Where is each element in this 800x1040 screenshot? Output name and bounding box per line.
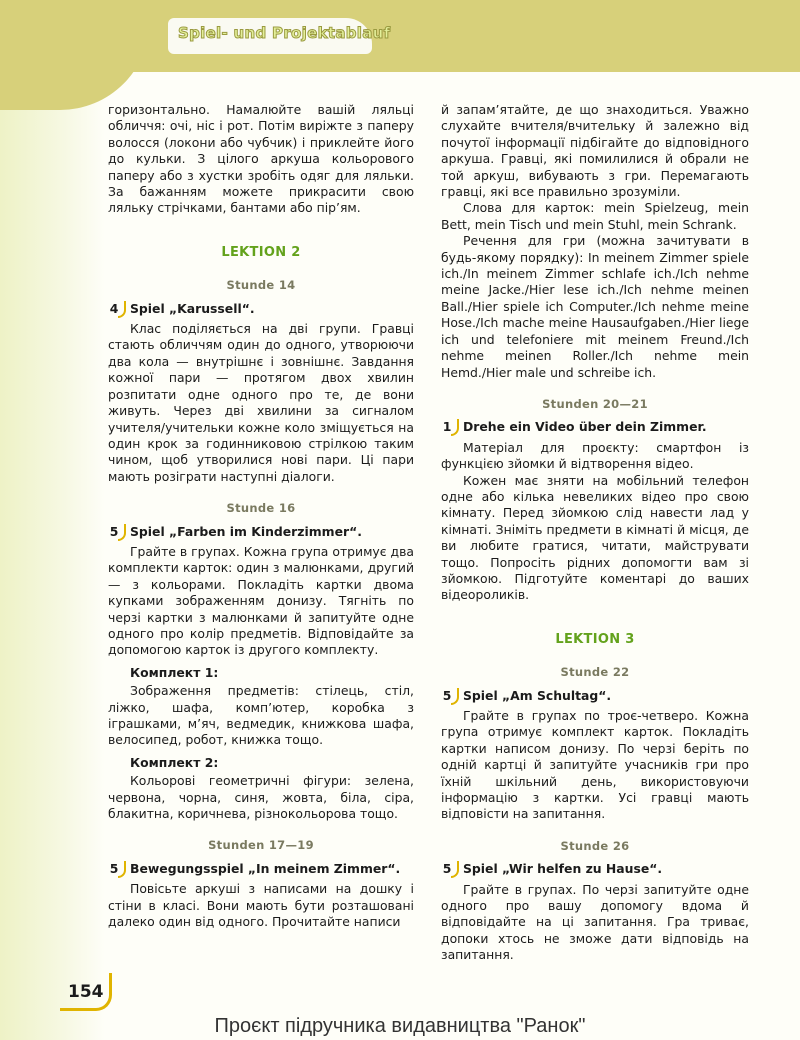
- paragraph: Слова для карток: mein Spielzeug, mein Bett, mein Tisch und mein Stuhl, mein Schrank.: [441, 200, 749, 232]
- lesson-subheading: Stunde 16: [226, 501, 296, 516]
- task-number: 1: [437, 419, 457, 435]
- task-heading: [104, 524, 414, 540]
- task-number: 5: [437, 688, 457, 704]
- task-title: Bewegungsspiel „In meinem Zimmer“.: [130, 860, 401, 876]
- page-number: 154: [60, 973, 112, 1011]
- left-column: [108, 102, 414, 930]
- paragraph: Кожен має зняти на мобільний телефон одне або кілька невеликих відео про свою кімнату. Перед зйомкою слід навести лад у кімнаті. Зніміть предмети в кімнаті й місця, де ви любите гратися, читати, майструвати тощо. Попросіть рідних допомогти вам зі зйомкою. Підготуйте коментарі до ваших відеороликів.: [441, 472, 749, 603]
- side-band: [0, 0, 105, 1040]
- set-title: Комплект 1:: [130, 664, 219, 680]
- task-heading: [437, 688, 749, 704]
- paragraph: Зображення предметів: стілець, стіл, ліжко, шафа, комп’ютер, коробка з іграшками, м’яч, ведмедик, книжкова шафа, велосипед, робот, книжка тощо.: [108, 683, 414, 748]
- task-heading: [437, 861, 749, 877]
- paragraph: Грайте в групах. Кожна група отримує два комплекти карток: один з малюнками, другий — з кольорами. Покладіть картки двома купками зображенням донизу. Тягніть по черзі картки з малюнками й запитуйте одне одного про колір предметів. Відповідайте за допомогою карток із другого комплекту.: [108, 543, 414, 658]
- task-number: 5: [437, 861, 457, 877]
- paragraph: Грайте в групах по троє-четверо. Кожна група отримує комплект карток. Покладіть картки написом донизу. По черзі беріть по одній картці й запитуйте учасників гри про їхній шкільний день, використовуючи інформацію з картки. Усі гравці мають відповісти на запитання.: [441, 708, 749, 822]
- right-column: [441, 102, 749, 964]
- lesson-subheading: Stunden 20—21: [542, 396, 648, 411]
- lesson-subheading: Stunden 17—19: [208, 838, 314, 853]
- task-heading: [437, 419, 749, 435]
- paragraph: Матеріал для проєкту: смартфон із функцією зйомки й відтворення відео.: [441, 439, 749, 472]
- task-title: Spiel „Am Schultag“.: [463, 687, 612, 703]
- lesson-subheading: Stunde 22: [560, 665, 630, 680]
- paragraph: Клас поділяється на дві групи. Гравці стають обличчям один до одного, утворюючи два кола — внутрішнє і зовнішнє. Завдання кожної пари — протягом двох хвилин розпитати одне одного про те, де вони живуть. Через дві хвилини за сигналом учителя/учительки кожне коло зміщується на один крок за годинниковою стрілкою таким чином, щоб утворилися нові пари. Ці пари мають розіграти наступні діалоги.: [108, 321, 414, 484]
- header-curve: [0, 0, 150, 110]
- lesson-heading: LEKTION 2: [221, 244, 301, 260]
- footer-note: Проєкт підручника видавництва "Ранок": [214, 1015, 586, 1037]
- lesson-subheading: Stunde 14: [226, 278, 296, 293]
- lesson-subheading: Stunde 26: [560, 838, 630, 853]
- task-title: Drehe ein Video über dein Zimmer.: [463, 419, 707, 435]
- paragraph: Грайте в групах. По черзі запитуйте одне одного про вашу допомогу вдома й відповідайте на ці запитання. Гра триває, допоки хтось не зможе дати відповідь на запитання.: [441, 881, 749, 963]
- set-title: Комплект 2:: [130, 754, 219, 770]
- paragraph: Повісьте аркуші з написами на дошку і стіни в класі. Вони мають бути розташовані далеко один від одного. Прочитайте написи: [108, 881, 414, 930]
- lesson-heading: LEKTION 3: [555, 631, 635, 647]
- task-number: 5: [104, 524, 124, 540]
- task-number: 5: [104, 861, 124, 877]
- task-heading: [104, 861, 414, 877]
- paragraph: Кольорові геометричні фігури: зелена, червона, чорна, синя, жовта, біла, сіра, блакитна, коричнева, різнокольорова тощо.: [108, 773, 414, 822]
- paragraph: й запам’ятайте, де що знаходиться. Уважно слухайте вчителя/вчительку й залежно від почутої інформації підбігайте до відповідного аркуша. Гравці, які помилилися й обрали не той аркуш, вибувають з гри. Перемагають гравці, які все правильно зрозуміли.: [441, 102, 749, 200]
- task-number: 4: [104, 301, 124, 317]
- section-title: Spiel- und Projektablauf: [178, 24, 391, 42]
- task-title: Spiel „Karussell“.: [130, 300, 255, 316]
- task-title: Spiel „Farben im Kinderzimmer“.: [130, 523, 362, 539]
- task-heading: [104, 301, 414, 317]
- paragraph: горизонтально. Намалюйте вашій ляльці обличчя: очі, ніс і рот. Потім виріжте з паперу волосся (локони або чубчик) і приклейте його до кульки. З цілого аркуша кольорового паперу або з хустки зробіть одяг для ляльки. За бажанням можете прикрасити свою ляльку стрічками, бантами або пір’ям.: [108, 102, 414, 216]
- task-title: Spiel „Wir helfen zu Hause“.: [463, 861, 663, 877]
- paragraph: Речення для гри (можна зачитувати в будь-якому порядку): In meinem Zimmer spiele ich./In meinem Zimmer schlafe ich./Ich nehme meine Jacke./Hier lese ich./Ich nehme meinen Ball./Hier spiele ich Computer./Ich nehme meine Hose./Ich mache meine Hausaufgaben./Hier liege ich und telefoniere mit meinem Freund./Ich nehme meinen Roller./Ich nehme mein Hemd./Hier male und schreibe ich.: [441, 233, 749, 380]
